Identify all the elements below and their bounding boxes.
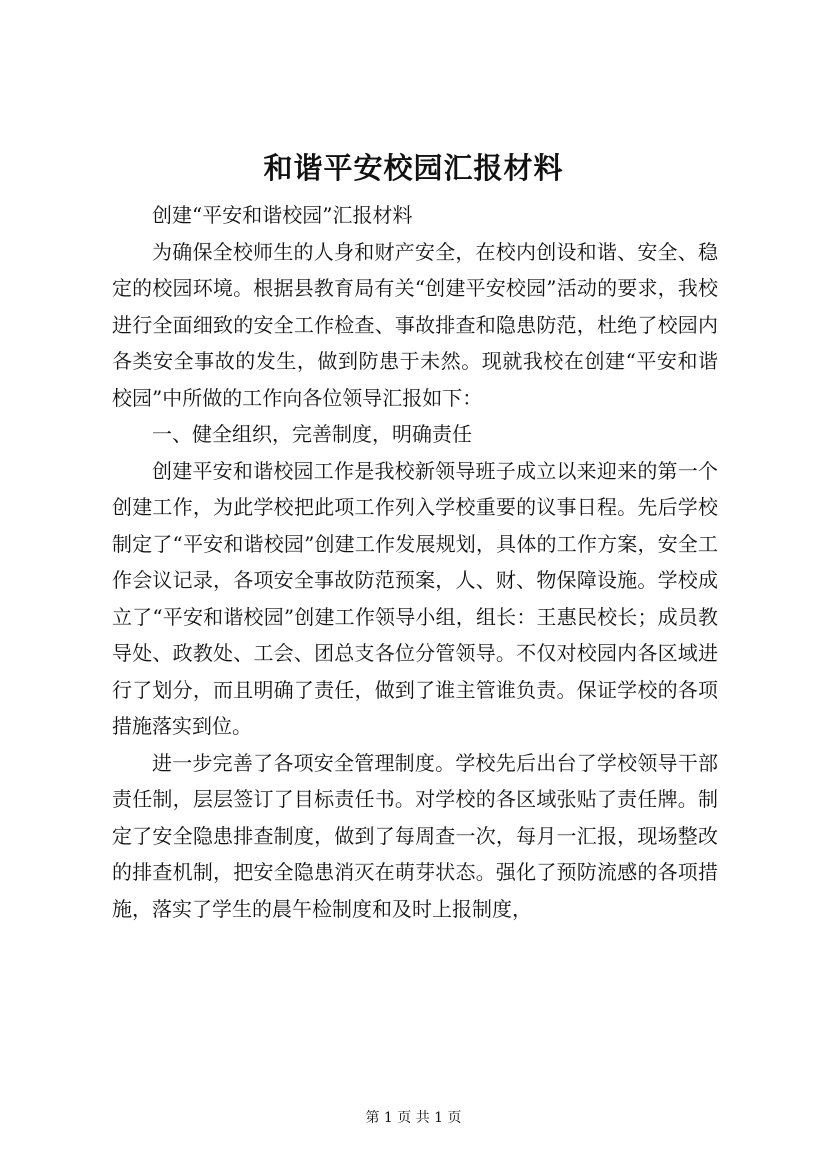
- section-heading: 一、健全组织，完善制度，明确责任: [152, 422, 472, 446]
- body-paragraph: 进一步完善了各项安全管理制度。学校先后出台了学校领导干部责任制，层层签订了目标责任书。对学校的各区域张贴了责任牌。制定了安全隐患排查制度，做到了每周查一次，每月一汇报，现场整改的排查机制，把安全隐患消灭在萌芽状态。强化了预防流感的各项措施，落实了学生的晨午检制度和及时上报制度，: [112, 750, 718, 921]
- body-paragraph: 创建平安和谐校园工作是我校新领导班子成立以来迎来的第一个创建工作，为此学校把此项工作列入学校重要的议事日程。先后学校制定了“平安和谐校园”创建工作发展规划，具体的工作方案，安全工作会议记录，各项安全事故防范预案，人、财、物保障设施。学校成立了“平安和谐校园”创建工作领导小组，组长：王惠民校长；成员教导处、政教处、工会、团总支各位分管领导。不仅对校园内各区域进行了划分，而且明确了责任，做到了谁主管谁负责。保证学校的各项措施落实到位。: [112, 458, 718, 738]
- document-title: 和谐平安校园汇报材料: [263, 151, 564, 185]
- document-body: [112, 197, 718, 927]
- page-footer: 第 1 页 共 1 页: [365, 1110, 462, 1126]
- intro-paragraph: 为确保全校师生的人身和财产安全，在校内创设和谐、安全、稳定的校园环境。根据县教育局有关“创建平安校园”活动的要求，我校进行全面细致的安全工作检查、事故排查和隐患防范，杜绝了校园内各类安全事故的发生，做到防患于未然。现就我校在创建“平安和谐校园”中所做的工作向各位领导汇报如下：: [112, 239, 718, 410]
- subtitle-paragraph: 创建“平安和谐校园”汇报材料: [152, 203, 413, 227]
